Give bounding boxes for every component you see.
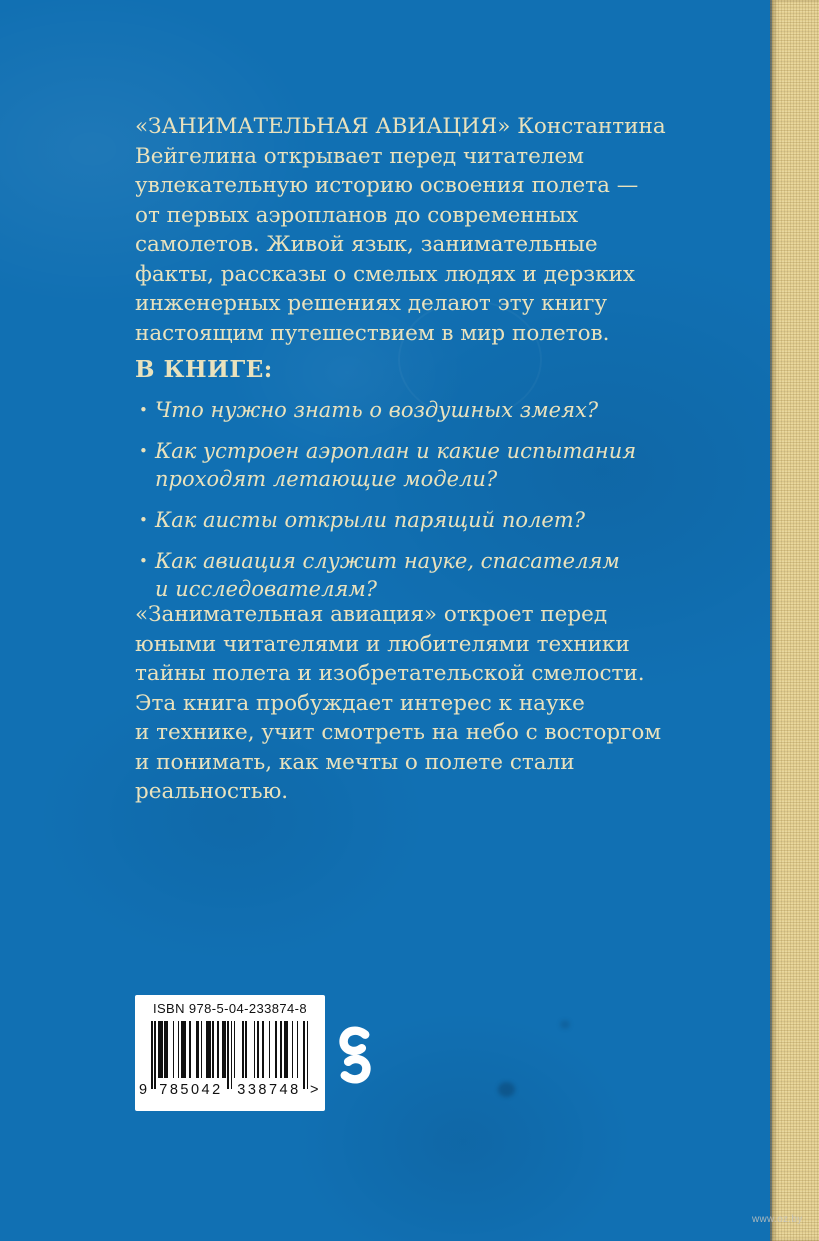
barcode-digits-right: 338748 [237,1082,301,1098]
barcode-digits-left: 785042 [159,1082,223,1098]
paragraph-line: увлекательную историю освоения полета — [135,173,639,198]
bullet-text-line: Как аисты открыли парящий полет? [155,508,585,532]
bullet-dot: • [139,511,148,529]
bullet-text-line: Что нужно знать о воздушных змеях? [155,398,599,422]
paragraph-line: юными читателями и любителями техники [135,631,630,657]
cloth-spine-strip [770,0,819,1241]
bullet-text-line: проходят летающие модели? [155,467,498,491]
paragraph-line: и понимать, как мечты о полете стали [135,749,575,775]
watermark-url: www.oz.by [752,1214,803,1225]
paragraph-line: тайны полета и изобретательской смелости. [135,661,645,686]
barcode-digit-first: 9 [139,1082,148,1098]
texture-dark-spot [498,1082,515,1097]
bullet-text-line: и исследователям? [155,577,378,601]
outro-paragraph [135,600,661,807]
paragraph-line: Вейгелина открывает перед читателем [135,143,584,169]
barcode-digits [135,1082,325,1102]
paragraph-line: реальностью. [135,779,289,804]
bullet-dot: • [139,442,148,460]
paragraph-line: настоящим путешествием в мир полетов. [135,320,610,346]
isbn-label: ISBN 978-5-04-233874-8 [152,1001,308,1016]
paragraph-line: самолетов. Живой язык, занимательные [135,232,598,257]
paragraph-line: инженерных решениях делают эту книгу [135,291,608,316]
bullet-text-line: Как устроен аэроплан и какие испытания [155,439,637,463]
bullet-text-line: Как авиация служит науке, спасателям [155,549,620,573]
paragraph-line: Эта книга пробуждает интерес к науке [135,690,585,716]
barcode-trailing-arrow: > [310,1082,319,1098]
list-item [135,547,636,603]
paragraph-line: факты, рассказы о смелых людях и дерзких [135,261,635,287]
paragraph-line: и технике, учит смотреть на небо с восторгом [135,720,662,745]
intro-paragraph [135,112,666,348]
list-item [135,506,636,534]
paragraph-line: от первых аэропланов до современных [135,202,579,228]
paragraph-line: «ЗАНИМАТЕЛЬНАЯ АВИАЦИЯ» Константина [135,114,666,139]
list-item [135,396,636,424]
barcode-bars [151,1021,309,1089]
bullet-dot: • [139,401,148,419]
bullet-dot: • [139,552,148,570]
in-book-heading: В КНИГЕ: [135,356,273,383]
eksmo-logo [338,1026,372,1084]
in-book-list [135,396,636,616]
paragraph-line: «Занимательная авиация» откроет перед [135,602,608,627]
list-item [135,437,636,493]
texture-dark-spot [560,1020,570,1029]
barcode-box [135,995,325,1111]
